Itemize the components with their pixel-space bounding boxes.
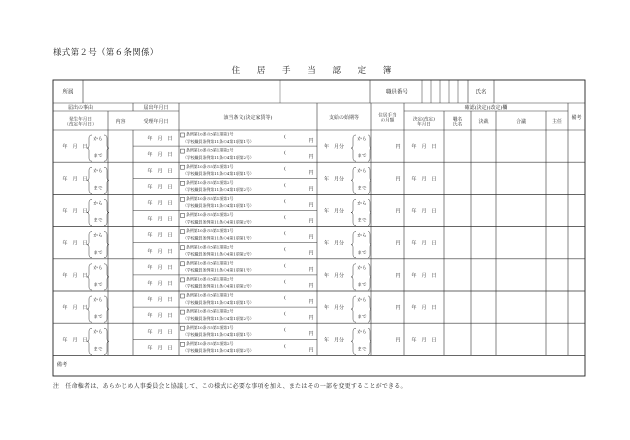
occurrence-date: 年 月 日 — [62, 272, 88, 279]
received-date: 年 月 日 — [147, 248, 173, 255]
provision-checkbox — [181, 165, 185, 169]
provision-checkbox — [181, 246, 185, 250]
provision-text: 条例第10条の5第1項第1号 — [186, 324, 234, 330]
paren-open: ( — [284, 197, 286, 204]
provision-text: 条例第10条の5第1項第1号 — [186, 228, 234, 234]
period-from: から — [93, 168, 103, 174]
name-label: 氏名 — [475, 89, 487, 95]
provision-subtext: （学校職員条例第11条の4第1項第1号） — [183, 299, 254, 305]
brace-right — [368, 232, 371, 258]
period-to: まで — [93, 185, 103, 191]
brace-left — [87, 199, 92, 225]
period-from: から — [93, 265, 103, 271]
received-date: 年 月 日 — [147, 183, 173, 190]
amount-yen: 円 — [395, 175, 401, 182]
provision-checkbox — [181, 342, 185, 346]
provision-yen: 円 — [308, 250, 314, 257]
provision-text: 条例第10条の5第1項第2号 — [186, 276, 234, 282]
provision-checkbox — [181, 310, 185, 314]
payment-to: まで — [357, 153, 367, 159]
brace-left — [351, 264, 356, 290]
provision-checkbox — [181, 278, 185, 282]
remarks-label: 備考 — [56, 361, 68, 368]
header-in-charge: 主任 — [551, 118, 563, 125]
amount-yen: 円 — [395, 143, 401, 150]
decision-date: 年 月 日 — [411, 240, 437, 247]
payment-month: 年 月分 — [323, 304, 345, 311]
provision-yen: 円 — [308, 298, 314, 305]
header-remarks: 備考 — [571, 114, 582, 121]
provision-yen: 円 — [308, 169, 314, 176]
decision-date: 年 月 日 — [411, 336, 437, 343]
payment-to: まで — [357, 185, 367, 191]
period-to: まで — [93, 218, 103, 224]
provision-yen: 円 — [308, 201, 314, 208]
paren-open: ( — [284, 149, 286, 156]
payment-month: 年 月分 — [323, 175, 345, 182]
received-date: 年 月 日 — [147, 264, 173, 271]
period-to: まで — [93, 250, 103, 256]
brace-right — [368, 199, 371, 225]
brace-left — [87, 135, 92, 161]
provision-text: 条例第10条の5第1項第1号 — [186, 292, 234, 298]
header-occurrence: 発生年月日（改定年月日） — [64, 116, 97, 128]
staff-no-label: 職員番号 — [385, 89, 409, 95]
paren-open: ( — [284, 326, 286, 333]
period-from: から — [93, 297, 103, 303]
provision-subtext: （学校職員条例第11条の4第1項第1号） — [183, 138, 254, 144]
received-date: 年 月 日 — [147, 151, 173, 158]
footnote: 注 任命権者は、あらかじめ人事委員会と協議して、この様式に必要な事項を加え、またはその一部を変更することができる。 — [53, 383, 407, 390]
provision-text: 条例第10条の5第1項第1号 — [186, 163, 234, 169]
decision-date: 年 月 日 — [411, 272, 437, 279]
provision-subtext: （学校職員条例第11条の4第1項第1号） — [183, 203, 254, 209]
provision-checkbox — [181, 294, 185, 298]
brace-right — [368, 167, 371, 193]
paren-open: ( — [284, 342, 286, 349]
received-date: 年 月 日 — [147, 135, 173, 142]
received-date: 年 月 日 — [147, 199, 173, 206]
provision-subtext: （学校職員条例第11条の4第1項第2号） — [183, 251, 254, 257]
period-to: まで — [93, 346, 103, 352]
payment-from: から — [357, 329, 367, 335]
decision-date: 年 月 日 — [411, 304, 437, 311]
provision-text: 条例第10条の5第1項第2号 — [186, 340, 234, 346]
provision-text: 条例第10条の5第1項第2号 — [186, 179, 234, 185]
period-from: から — [93, 233, 103, 239]
provision-checkbox — [181, 262, 185, 266]
provision-subtext: （学校職員条例第11条の4第1項第1号） — [183, 171, 254, 176]
received-date: 年 月 日 — [147, 280, 173, 287]
paren-open: ( — [284, 310, 286, 317]
provision-checkbox — [181, 133, 185, 137]
brace-right — [368, 135, 371, 161]
brace-left — [351, 167, 356, 193]
paren-open: ( — [284, 165, 286, 172]
provision-checkbox — [181, 230, 185, 234]
amount-yen: 円 — [395, 240, 401, 247]
decision-date: 年 月 日 — [411, 208, 437, 214]
provision-yen: 円 — [308, 314, 314, 321]
amount-yen: 円 — [395, 272, 401, 279]
provision-yen: 円 — [308, 266, 314, 273]
header-confirm: 確認(決定)(改定)欄 — [464, 104, 508, 111]
provision-yen: 円 — [308, 185, 314, 192]
form-number: 様式第２号（第６条関係） — [53, 48, 159, 58]
provision-checkbox — [181, 149, 185, 153]
received-date: 年 月 日 — [147, 312, 173, 319]
payment-month: 年 月分 — [323, 272, 345, 279]
provision-yen: 円 — [308, 234, 314, 241]
period-to: まで — [93, 282, 103, 288]
payment-to: まで — [357, 346, 367, 352]
provision-subtext: （学校職員条例第11条の4第1項第2号） — [183, 315, 254, 321]
provision-text: 条例第10条の5第1項第1号 — [186, 131, 234, 137]
provision-checkbox — [181, 214, 185, 218]
amount-yen: 円 — [395, 208, 401, 214]
provision-text: 条例第10条の5第1項第1号 — [186, 260, 234, 266]
paren-open: ( — [284, 133, 286, 140]
provision-yen: 円 — [308, 330, 314, 337]
brace-left — [87, 296, 92, 322]
header-payment: 支給の始期等 — [328, 114, 360, 121]
provision-subtext: （学校職員条例第11条の4第1項第2号） — [183, 219, 254, 225]
payment-from: から — [357, 168, 367, 174]
paren-open: ( — [284, 278, 286, 285]
payment-to: まで — [357, 218, 367, 224]
payment-to: まで — [357, 250, 367, 256]
header-received: 受理年月日 — [143, 118, 169, 125]
provision-checkbox — [181, 181, 185, 185]
brace-left — [87, 167, 92, 193]
header-decision: 決定(改定)年月日 — [413, 116, 435, 128]
provision-subtext: （学校職員条例第11条の4第1項第1号） — [183, 235, 254, 241]
received-date: 年 月 日 — [147, 216, 173, 223]
provision-text: 条例第10条の5第1項第2号 — [186, 308, 234, 314]
provision-subtext: （学校職員条例第11条の4第1項第2号） — [183, 348, 254, 354]
received-date: 年 月 日 — [147, 232, 173, 239]
period-from: から — [93, 200, 103, 206]
occurrence-date: 年 月 日 — [62, 143, 88, 150]
amount-yen: 円 — [395, 336, 401, 343]
occurrence-date: 年 月 日 — [62, 240, 88, 247]
header-provision: 該当条文(決定家賃等) — [223, 114, 273, 121]
provision-subtext: （学校職員条例第11条の4第1項第1号） — [183, 267, 254, 273]
payment-from: から — [357, 233, 367, 239]
period-to: まで — [93, 314, 103, 320]
paren-open: ( — [284, 262, 286, 269]
provision-subtext: （学校職員条例第11条の4第1項第2号） — [183, 283, 254, 289]
paren-open: ( — [284, 246, 286, 253]
header-amount: 住居手当の月額 — [378, 112, 397, 124]
received-date: 年 月 日 — [147, 296, 173, 303]
provision-checkbox — [181, 197, 185, 201]
brace-left — [351, 296, 356, 322]
payment-month: 年 月分 — [323, 143, 345, 150]
provision-text: 条例第10条の5第1項第1号 — [186, 196, 234, 201]
payment-month: 年 月分 — [323, 208, 345, 214]
received-date: 年 月 日 — [147, 344, 173, 351]
payment-from: から — [357, 136, 367, 142]
provision-text: 条例第10条の5第1項第2号 — [186, 147, 234, 153]
payment-to: まで — [357, 282, 367, 288]
brace-left — [351, 232, 356, 258]
brace-left — [87, 232, 92, 258]
period-to: まで — [93, 153, 103, 159]
payment-from: から — [357, 297, 367, 303]
brace-left — [351, 135, 356, 161]
provision-subtext: （学校職員条例第11条の4第1項第2号） — [183, 154, 254, 160]
amount-yen: 円 — [395, 304, 401, 311]
occurrence-date: 年 月 日 — [62, 304, 88, 311]
paren-open: ( — [284, 294, 286, 301]
brace-left — [351, 199, 356, 225]
decision-date: 年 月 日 — [411, 175, 437, 182]
brace-left — [87, 264, 92, 290]
header-event: 届出の事由 — [67, 104, 94, 111]
brace-right — [368, 296, 371, 322]
occurrence-date: 年 月 日 — [62, 336, 88, 343]
payment-from: から — [357, 200, 367, 206]
occurrence-date: 年 月 日 — [62, 208, 88, 214]
paren-open: ( — [284, 181, 286, 188]
header-consultation: 合議 — [515, 118, 527, 125]
header-official: 職名氏名 — [452, 116, 463, 128]
decision-date: 年 月 日 — [411, 143, 437, 150]
provision-subtext: （学校職員条例第11条の4第1項第2号） — [183, 187, 254, 193]
provision-subtext: （学校職員条例第11条の4第1項第1号） — [183, 332, 254, 337]
provision-text: 条例第10条の5第1項第2号 — [186, 212, 234, 218]
occurrence-date: 年 月 日 — [62, 175, 88, 182]
period-from: から — [93, 329, 103, 335]
payment-to: まで — [357, 314, 367, 320]
provision-yen: 円 — [308, 218, 314, 224]
brace-left — [87, 328, 92, 354]
period-from: から — [93, 136, 103, 142]
payment-month: 年 月分 — [323, 240, 345, 247]
dept-label: 所属 — [62, 89, 74, 95]
paren-open: ( — [284, 214, 286, 220]
provision-yen: 円 — [308, 346, 314, 353]
brace-right — [368, 328, 371, 354]
payment-month: 年 月分 — [323, 336, 345, 343]
form-title: 住 居 手 当 認 定 簿 — [231, 66, 399, 76]
header-filing: 届出年月日 — [143, 104, 169, 111]
header-approval: 決裁 — [478, 118, 489, 125]
paren-open: ( — [284, 230, 286, 237]
brace-left — [351, 328, 356, 354]
provision-yen: 円 — [308, 282, 314, 289]
provision-text: 条例第10条の5第1項第2号 — [186, 244, 234, 250]
received-date: 年 月 日 — [147, 328, 173, 335]
brace-right — [368, 264, 371, 290]
provision-yen: 円 — [308, 137, 314, 144]
provision-checkbox — [181, 326, 185, 330]
header-content: 内容 — [115, 118, 126, 125]
provision-yen: 円 — [308, 153, 314, 160]
received-date: 年 月 日 — [147, 167, 173, 174]
payment-from: から — [357, 265, 367, 271]
